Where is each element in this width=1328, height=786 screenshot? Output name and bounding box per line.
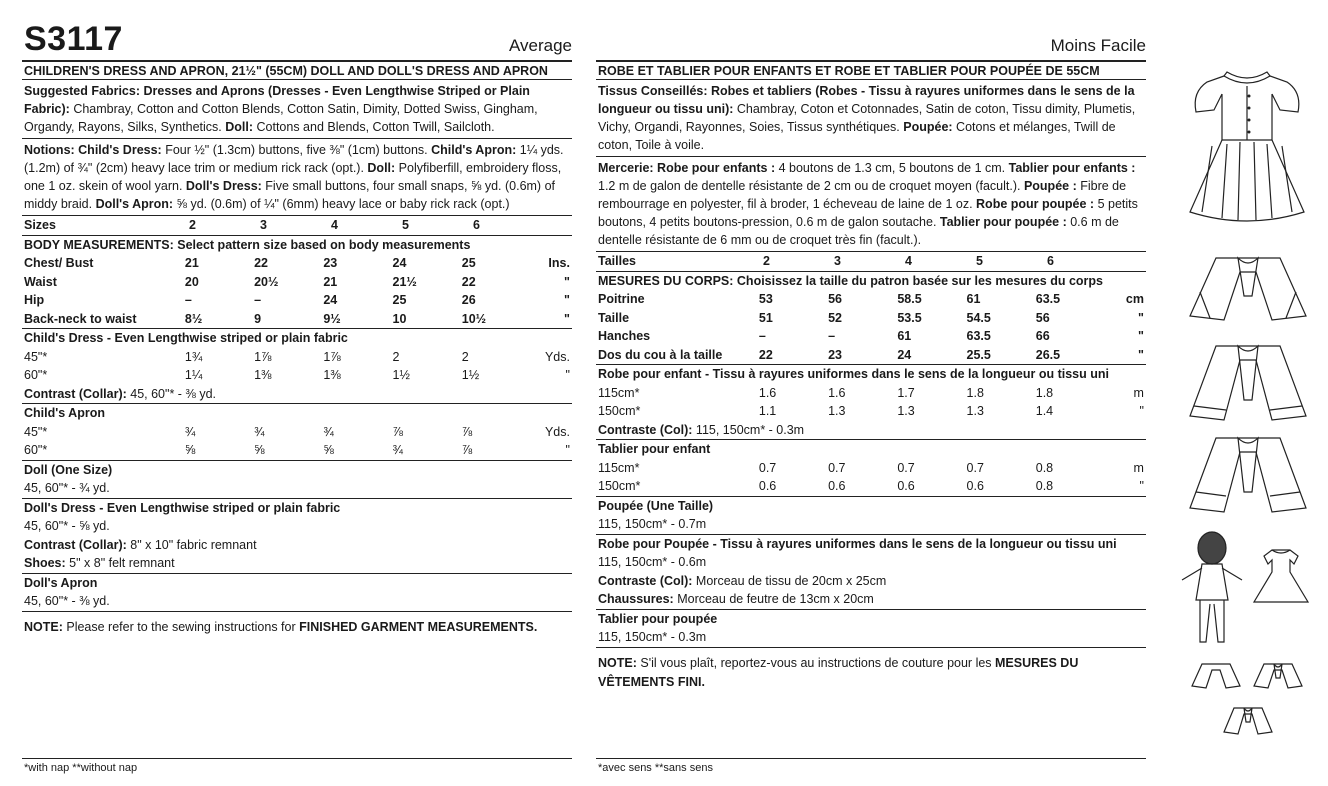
notions-text: Four ½" (1.3cm) buttons, five ⅜" (1cm) buttons. [161, 143, 432, 157]
dress-contrast-text: 45, 60"* - ⅜ yd. [126, 386, 216, 401]
row-value: 1.4 [1035, 404, 1054, 418]
row-value: 51 [758, 310, 773, 325]
row-unit: " [565, 443, 570, 457]
row-value: 54.5 [966, 310, 991, 325]
notions-text: Five small buttons, four small snaps, ⅝ yd. (0.6m) of middy braid. [24, 179, 555, 211]
doll-apron-yardage: 45, 60"* - ⅜ yd. [22, 592, 572, 612]
sizes-label: Tailles [598, 254, 636, 268]
row-value: 22 [758, 347, 773, 362]
row-value: ¾ [392, 443, 403, 457]
body-measurements-title: BODY MEASUREMENTS: Select pattern size based on body measurements [22, 235, 572, 255]
notions-label: Mercerie: Robe pour enfants : [598, 161, 776, 175]
fabrics-text: Chambray, Coton et Cotonnades, Satin de coton, Tissu dimity, Plumetis, Vichy, Organdi, Rayonnes, Soies, Tissus synthétiques. [598, 102, 1136, 134]
row-value: 56 [1035, 310, 1050, 325]
row-label: Hanches [598, 329, 651, 343]
row-value: 8½ [184, 311, 203, 326]
notions-text: 4 boutons de 1.3 cm, 5 boutons de 1 cm. [775, 161, 1009, 175]
note [596, 648, 1146, 698]
child-dress-drawing [1182, 62, 1312, 232]
size-value: 3 [834, 254, 841, 268]
table-row [596, 384, 1146, 403]
row-value: 24 [323, 293, 338, 307]
row-value: 1.1 [758, 404, 777, 418]
english-column [22, 0, 572, 643]
doll-title: Poupée (Une Taille) [596, 496, 1146, 516]
row-value: 1.6 [758, 385, 777, 400]
row-value: 1½ [461, 368, 480, 382]
pattern-number: S3117 [24, 20, 123, 58]
row-value: 0.7 [828, 460, 846, 475]
row-label: 115cm* [598, 460, 640, 475]
note-bold: FINISHED GARMENT MEASUREMENTS. [299, 619, 538, 634]
row-unit: m [1133, 460, 1144, 475]
pattern-title: ROBE ET TABLIER POUR ENFANTS ET ROBE ET TABLIER POUR POUPÉE DE 55CM [596, 60, 1146, 80]
table-row [596, 327, 1146, 346]
row-value: 1½ [392, 368, 410, 382]
size-value: 6 [1047, 254, 1054, 268]
divider [596, 758, 1146, 759]
row-value: ⅞ [461, 443, 473, 457]
row-value: 1⅜ [323, 368, 341, 382]
row-value: 9 [254, 311, 262, 326]
row-unit: " [1139, 479, 1144, 493]
row-unit: Yds. [544, 349, 570, 364]
row-value: 0.7 [758, 460, 777, 475]
table-row [596, 290, 1146, 309]
row-value: 0.8 [1035, 460, 1054, 475]
table-row [22, 273, 572, 292]
sizes-row [22, 216, 572, 235]
doll-dress-contrast [22, 536, 572, 555]
row-value: ⅞ [392, 424, 403, 439]
doll-dress-yardage: 45, 60"* - ⅝ yd. [24, 519, 110, 533]
row-label: 45"* [24, 424, 48, 439]
row-value: ⅞ [461, 424, 473, 439]
row-value: ⅝ [254, 443, 265, 457]
footnote: *with nap **without nap [24, 762, 138, 774]
table-row [596, 309, 1146, 328]
doll-dress-drawing [1250, 546, 1312, 606]
notions-text: 1¼ yds. (1.2m) of ¾" (2cm) heavy lace trim or medium rick rack (opt.). [24, 143, 564, 175]
child-dress-title: Robe pour enfant - Tissu à rayures uniformes dans le sens de la longueur ou tissu uni [596, 364, 1146, 384]
footnote: *avec sens **sans sens [598, 762, 713, 774]
note [22, 612, 572, 643]
row-unit: " [1138, 329, 1144, 343]
doll-dress-contrast-label: Contrast (Collar): [24, 537, 127, 552]
row-value: 1.6 [828, 385, 846, 400]
shoes-text: Morceau de feutre de 13cm x 20cm [673, 592, 874, 606]
doll-dress-contrast [596, 572, 1146, 591]
row-value: 25.5 [966, 347, 991, 362]
divider [22, 758, 572, 759]
doll-apron-yardage: 115, 150cm* - 0.3m [596, 628, 1146, 648]
row-value: 0.6 [758, 479, 777, 493]
shoes [596, 590, 1146, 609]
notions-label: Doll's Apron: [95, 197, 174, 211]
row-value: 21 [184, 256, 199, 270]
table-row [596, 459, 1146, 478]
row-value: 61 [897, 329, 912, 343]
suggested-fabrics [22, 80, 572, 139]
table-row [22, 366, 572, 385]
row-value: 63.5 [1035, 292, 1061, 306]
fabrics-doll-text: Cottons and Blends, Cotton Twill, Sailcloth. [253, 120, 495, 134]
child-dress-title: Child's Dress - Even Lengthwise striped or plain fabric [22, 328, 572, 348]
row-value: 2 [392, 349, 400, 364]
row-value: 0.6 [828, 479, 846, 493]
row-value: 58.5 [897, 292, 922, 306]
row-value: 1.3 [966, 404, 984, 418]
fabrics-label: Suggested Fabrics: Dresses and Aprons (Dresses - Even Lengthwise Striped or Plain Fabric): [24, 84, 530, 116]
row-value: 0.6 [966, 479, 984, 493]
row-value: 61 [966, 292, 981, 306]
yardage-table [22, 216, 572, 612]
row-value: – [828, 329, 836, 343]
notions-label: Notions: Child's Dress: [24, 143, 162, 157]
row-value: ⅝ [323, 443, 334, 457]
row-value: – [184, 293, 192, 307]
notions-text: 5 petits boutons, 4 petits boutons-pression, 0.6 m de galon soutache. [598, 197, 1138, 229]
notions-text: 0.6 m de dentelle résistante de 6 mm ou de croquet très fin (facult.). [598, 215, 1119, 247]
shoes-label: Shoes: [24, 556, 66, 570]
row-value: 56 [828, 292, 842, 306]
dress-contrast [596, 421, 1146, 440]
row-unit: " [1138, 310, 1144, 325]
notions-text: Polyfiberfill, embroidery floss, one 1 oz. skein of wool yarn. [24, 161, 562, 193]
row-value: ¾ [323, 424, 334, 439]
row-value: ¾ [254, 424, 265, 439]
doll-apron-drawings [1188, 660, 1312, 740]
dress-contrast [22, 385, 572, 404]
child-apron-trim-drawing [1186, 432, 1310, 516]
dress-contrast-label: Contrast (Collar): [24, 386, 127, 401]
size-value: 6 [473, 218, 480, 232]
shoes-text: 5" x 8" felt remnant [65, 556, 175, 570]
child-apron-lace-drawing [1186, 340, 1310, 424]
notions-text: ⅝ yd. (0.6m) of ¼" (6mm) heavy lace or baby rick rack (opt.) [173, 197, 510, 211]
row-unit: " [1138, 347, 1144, 362]
table-row [22, 423, 572, 442]
row-value: 63.5 [966, 329, 991, 343]
doll-dress-title: Robe pour Poupée - Tissu à rayures uniformes dans le sens de la longueur ou tissu uni [596, 534, 1146, 554]
row-value: 22 [254, 256, 268, 270]
row-value: 2 [461, 349, 469, 364]
row-value: 21½ [392, 274, 417, 289]
row-label: Taille [598, 310, 630, 325]
row-value: 23 [828, 347, 842, 362]
row-label: 115cm* [598, 385, 640, 400]
child-apron-title: Tablier pour enfant [596, 439, 1146, 459]
size-value: 2 [189, 218, 196, 232]
row-value: 23 [323, 256, 338, 270]
row-value: 20 [184, 274, 199, 289]
sizes-label: Sizes [24, 218, 56, 232]
notions-label: Tablier pour enfants : [1008, 161, 1136, 175]
row-label: 45"* [24, 349, 48, 364]
row-label: Waist [24, 274, 57, 289]
row-unit: Yds. [544, 424, 570, 439]
row-unit: " [564, 311, 570, 326]
row-label: 60"* [24, 443, 48, 457]
sizes-row [596, 252, 1146, 271]
doll-apron-title: Tablier pour poupée [596, 609, 1146, 629]
row-value: 25 [392, 293, 407, 307]
row-label: Back-neck to waist [24, 311, 137, 326]
row-value: 26 [461, 293, 476, 307]
table-row [22, 310, 572, 329]
notions [22, 139, 572, 216]
row-value: 1¾ [184, 349, 203, 364]
size-value: 3 [260, 218, 267, 232]
row-value: 52 [828, 310, 842, 325]
row-label: Hip [24, 293, 45, 307]
table-row [22, 441, 572, 460]
row-unit: Ins. [548, 256, 570, 270]
note-label: NOTE: [24, 619, 63, 634]
row-value: – [254, 293, 262, 307]
note-bold: MESURES DU VÊTEMENTS FINI. [598, 655, 1079, 689]
row-value: 1.8 [966, 385, 984, 400]
doll-dress-contrast-text: Morceau de tissu de 20cm x 25cm [692, 573, 887, 588]
row-value: 20½ [254, 274, 279, 289]
doll-dress-title: Doll's Dress - Even Lengthwise striped or plain fabric [22, 498, 572, 518]
pattern-title: CHILDREN'S DRESS AND APRON, 21½" (55CM) DOLL AND DOLL'S DRESS AND APRON [22, 60, 572, 80]
doll-yardage: 115, 150cm* - 0.7m [598, 517, 707, 531]
row-value: 1⅞ [254, 349, 272, 364]
size-value: 4 [331, 218, 338, 232]
difficulty-level: Moins Facile [1050, 36, 1146, 55]
table-row [596, 346, 1146, 365]
row-value: ¾ [184, 424, 196, 439]
row-value: 26.5 [1035, 347, 1061, 362]
row-label: 150cm* [598, 404, 641, 418]
row-value: 1.7 [897, 385, 915, 400]
notions-label: Robe pour poupée : [976, 197, 1095, 211]
doll-title: Doll (One Size) [22, 460, 572, 480]
row-label: Poitrine [598, 292, 645, 306]
row-unit: " [565, 368, 570, 382]
row-value: 0.8 [1035, 479, 1054, 493]
row-value: 24 [897, 347, 912, 362]
notions-label: Doll: [367, 161, 396, 175]
shoes-label: Chaussures: [598, 592, 674, 606]
row-value: 21 [323, 274, 338, 289]
row-value: 0.7 [897, 460, 915, 475]
doll-dress-contrast-text: 8" x 10" fabric remnant [126, 537, 257, 552]
doll-dress-contrast-label: Contraste (Col): [598, 573, 693, 588]
row-unit: " [564, 274, 570, 289]
size-value: 4 [905, 254, 912, 268]
fabrics-label: Tissus Conseillés: Robes et tabliers (Robes - Tissu à rayures uniformes dans le sens de la longueur ou tissu uni): [598, 84, 1135, 116]
yardage-table [596, 252, 1146, 648]
table-row [22, 254, 572, 273]
header [22, 0, 572, 60]
notions-text: Fibre de rembourrage en polyester, fil à broder, 1 écheveau de laine de 1 oz. [598, 179, 1127, 211]
child-apron-title: Child's Apron [22, 403, 572, 423]
row-unit: cm [1125, 292, 1144, 306]
doll-apron-title: Doll's Apron [22, 573, 572, 593]
notions-label: Tablier pour poupée : [939, 215, 1067, 229]
row-value: 1⅞ [323, 349, 341, 364]
row-value: 9½ [323, 311, 341, 326]
note-text: Please refer to the sewing instructions for [62, 619, 300, 634]
row-value: 1.3 [828, 404, 846, 418]
table-row [596, 402, 1146, 421]
suggested-fabrics [596, 80, 1146, 157]
fabrics-doll-label: Doll: [225, 120, 254, 134]
row-value: 22 [461, 274, 476, 289]
dress-contrast-text: 115, 150cm* - 0.3m [692, 422, 805, 437]
note-label: NOTE: [598, 655, 637, 670]
row-unit: " [1139, 404, 1144, 418]
row-value: 1.3 [897, 404, 915, 418]
fabrics-doll-text: Cotons et mélanges, Twill de coton, Toile à voile. [598, 120, 1116, 152]
row-value: 0.6 [897, 479, 915, 493]
row-value: 1¼ [184, 368, 203, 382]
row-label: Dos du cou à la taille [598, 347, 723, 362]
doll-dress-yardage: 115, 150cm* - 0.6m [598, 555, 707, 569]
row-label: Chest/ Bust [24, 256, 94, 270]
note-text: S'il vous plaît, reportez-vous au instructions de couture pour les [636, 655, 996, 670]
size-value: 5 [976, 254, 983, 268]
fabrics-doll-label: Poupée: [903, 120, 953, 134]
table-row [596, 477, 1146, 496]
notions-text: 1.2 m de galon de dentelle résistante de 2 cm ou de croquet moyen (facult.). [598, 179, 1024, 193]
row-value: 25 [461, 256, 476, 270]
row-value: 66 [1035, 329, 1050, 343]
row-value: ⅝ [184, 443, 196, 457]
size-value: 2 [763, 254, 770, 268]
table-row [22, 291, 572, 310]
table-row [22, 348, 572, 367]
row-unit: " [564, 293, 570, 307]
row-value: 0.7 [966, 460, 984, 475]
row-label: 150cm* [598, 479, 641, 493]
header [596, 0, 1146, 60]
doll-drawing [1172, 530, 1252, 650]
notions [596, 157, 1146, 252]
shoes [22, 554, 572, 573]
difficulty-level: Average [508, 36, 572, 55]
size-value: 5 [402, 218, 409, 232]
row-value: 53 [758, 292, 773, 306]
row-unit: m [1133, 385, 1144, 400]
notions-label: Poupée : [1023, 179, 1077, 193]
child-apron-drawing [1186, 252, 1310, 322]
row-value: 10 [392, 311, 407, 326]
row-value: 1⅜ [254, 368, 272, 382]
row-label: 60"* [24, 368, 48, 382]
doll-yardage: 45, 60"* - ¾ yd. [24, 481, 110, 495]
row-value: 53.5 [897, 310, 922, 325]
row-value: 10½ [461, 311, 487, 326]
row-value: 1.8 [1035, 385, 1054, 400]
notions-label: Child's Apron: [431, 143, 517, 157]
french-column [596, 0, 1146, 698]
dress-contrast-label: Contraste (Col): [598, 422, 693, 437]
fabrics-text: Chambray, Cotton and Cotton Blends, Cotton Satin, Dimity, Dotted Swiss, Gingham, Organdy, Rayons, Silks, Synthetics. [24, 102, 538, 134]
notions-label: Doll's Dress: [185, 179, 262, 193]
row-value: – [758, 329, 766, 343]
body-measurements-title: MESURES DU CORPS: Choisissez la taille du patron basée sur les mesures du corps [596, 271, 1146, 291]
row-value: 24 [392, 256, 407, 270]
